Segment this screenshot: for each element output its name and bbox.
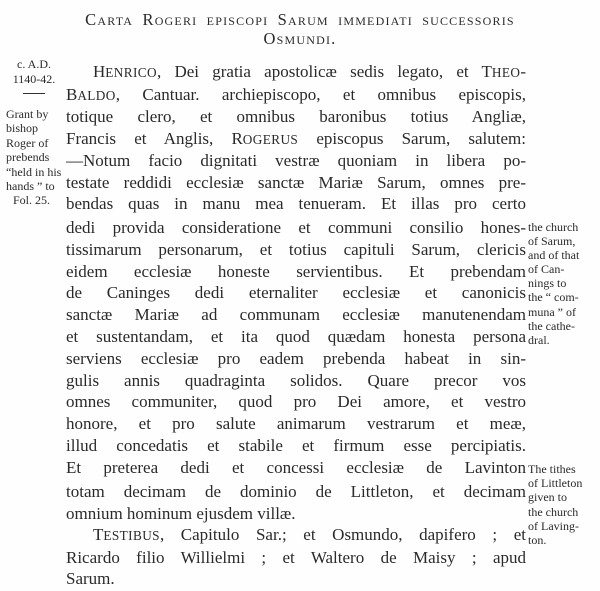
main-text-part-2 xyxy=(66,217,526,479)
margin-date-line-1: c. A.D. xyxy=(17,57,51,71)
small-caps-text: ALDO xyxy=(77,87,116,103)
main-text-line: Sarum. xyxy=(66,569,115,588)
left-margin-grant-note xyxy=(6,107,68,193)
main-text-line: totique clero, et omnibus baronibus totius Angliæ, xyxy=(66,107,526,127)
main-text-line: Ricardo filio Willielmi ; et Waltero de Maisy ; apud xyxy=(66,547,526,567)
main-text-line: —Notum facio dignitati vestræ quoniam in libera po- xyxy=(66,151,526,171)
main-text-line: Et preterea dedi et concessi ecclesiæ de Lavinton xyxy=(66,457,526,477)
document-title-line-1: Carta Rogeri episcopi Sarum immediati successoris xyxy=(85,10,515,29)
main-text-line: serviens ecclesiæ pro eadem prebenda habeat in sin- xyxy=(66,348,526,368)
margin-note-line: of Laving- xyxy=(528,518,579,533)
margin-note-line: muna ” of xyxy=(528,304,576,319)
margin-note-line: and of that xyxy=(528,248,580,263)
margin-note-line: hands ” to xyxy=(6,179,55,194)
small-caps-text: OGERUS xyxy=(242,131,299,147)
margin-date-line-2: 1140-42. xyxy=(12,71,56,86)
margin-date-note xyxy=(6,57,62,94)
small-caps-text: ESTIBUS xyxy=(103,528,160,543)
right-margin-note-communa xyxy=(528,220,598,347)
main-text-line: BALDO, Cantuar. archiepiscopo, et omnibus episcopis, xyxy=(66,84,526,104)
margin-note-line: of Littleton xyxy=(528,476,583,491)
main-text-line: de Caninges dedi eternaliter ecclesiæ et canonicis xyxy=(66,283,526,303)
main-text-line: sanctæ Mariæ ad communam ecclesiæ manutenendam xyxy=(66,305,526,325)
margin-note-line: the “ com- xyxy=(528,290,579,305)
margin-note-line: bishop xyxy=(6,121,39,136)
main-text-line: omnes communiter, quod pro Dei amore, et vestro xyxy=(66,392,526,412)
margin-note-line: the cathe- xyxy=(528,318,575,333)
small-caps-text: ENRICO xyxy=(105,65,157,80)
margin-note-line: ton. xyxy=(528,533,547,548)
main-text-line: TESTIBUS, Capitulo Sar.; et Osmundo, dapifero ; et xyxy=(93,525,526,544)
main-text-line: tissimarum personarum, et totius capituli Sarum, clericis xyxy=(66,239,526,259)
folio-reference: Fol. 25. xyxy=(13,193,51,207)
document-title xyxy=(0,11,600,48)
margin-note-line: dral. xyxy=(528,332,550,347)
main-text-line: bendas quas in manu mea tenueram. Et illas pro certo xyxy=(66,194,526,214)
margin-divider-rule xyxy=(23,93,45,94)
margin-note-line: Grant by xyxy=(6,107,49,121)
main-text-line: omnium hominum ejusdem villæ. xyxy=(66,503,296,523)
main-text-part-3 xyxy=(66,481,526,590)
margin-note-line: The tithes xyxy=(528,462,576,476)
margin-note-line: nings to xyxy=(528,276,567,291)
margin-note-line: of Sarum, xyxy=(528,234,576,249)
small-caps-text: HEO xyxy=(491,65,521,80)
document-title-line-2: Osmundi. xyxy=(263,28,337,48)
main-text-line: gulis annis quadraginta solidos. Quare precor vos xyxy=(66,370,526,390)
margin-note-line: Roger of xyxy=(6,135,49,150)
main-text-line: testate reddidi ecclesiæ sanctæ Mariæ Sarum, omnes pre- xyxy=(66,172,526,192)
margin-note-line: of Can- xyxy=(528,262,565,277)
main-text-part-1 xyxy=(66,61,526,215)
main-text-line: illud concedatis et stabile et firmum esse percipiatis. xyxy=(66,435,526,455)
main-text-line: et sustentandam, et ita quod quædam honesta persona xyxy=(66,326,526,346)
margin-note-line: prebends xyxy=(6,150,50,165)
margin-note-line: the church xyxy=(528,220,579,234)
main-text-line: Francis et Anglis, ROGERUS episcopus Sarum, salutem: xyxy=(66,128,526,148)
margin-note-line: “held in his xyxy=(6,164,62,179)
main-text-line: HENRICO, Dei gratia apostolicæ sedis legato, et THEO- xyxy=(93,62,526,81)
margin-note-line: the church xyxy=(528,504,579,519)
main-text-line: eidem ecclesiæ honeste servientibus. Et prebendam xyxy=(66,261,526,281)
main-text-line: dedi provida consideratione et communi consilio hones- xyxy=(66,218,526,237)
main-text-line: totam decimam de dominio de Littleton, et decimam xyxy=(66,482,526,501)
margin-note-line: given to xyxy=(528,490,567,505)
right-margin-note-tithes xyxy=(528,462,598,547)
main-text-line: honore, et pro salute animarum vestrarum et meæ, xyxy=(66,414,526,434)
